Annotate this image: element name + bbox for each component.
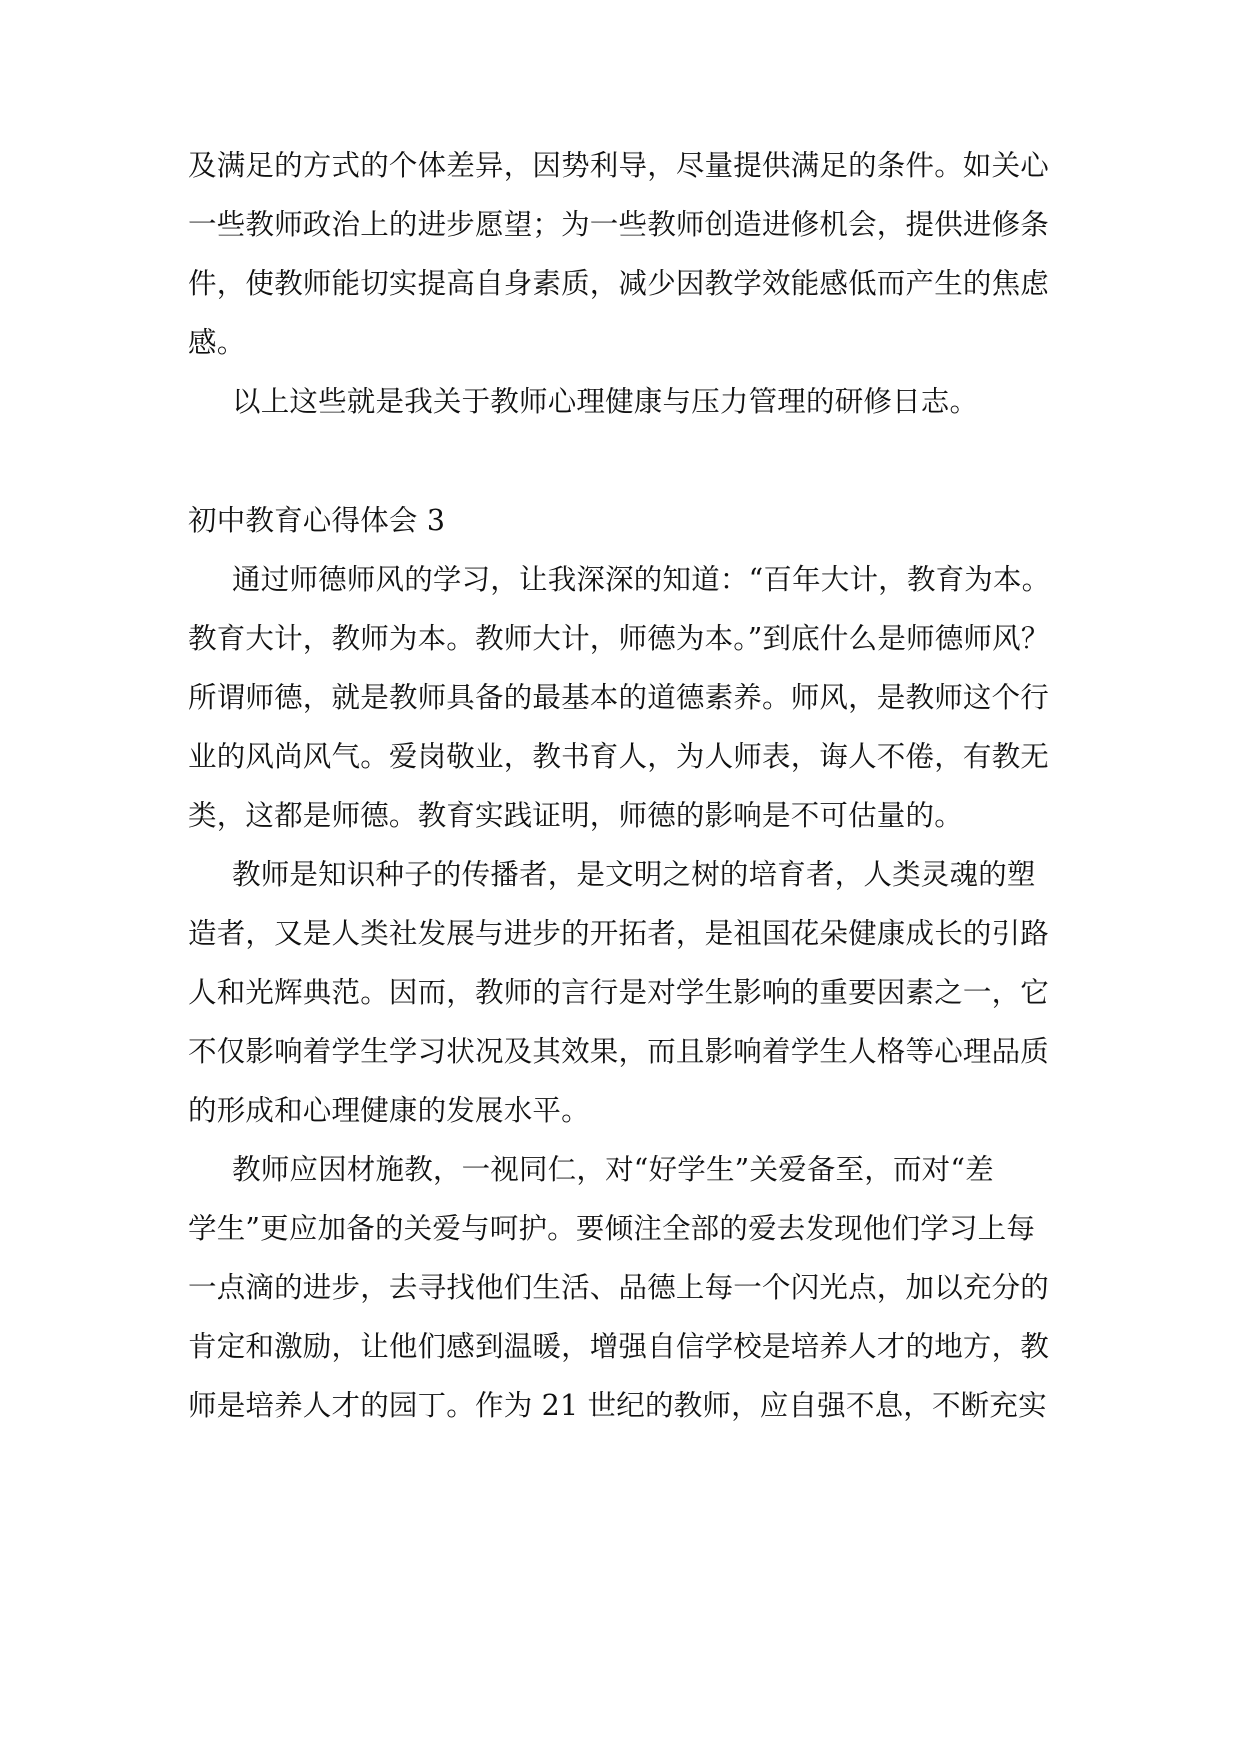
text-line: 人和光辉典范。因而，教师的言行是对学生影响的重要因素之一，它 [188,976,1050,1009]
section-heading: 初中教育心得体会 3 [188,504,446,537]
text-line: 肯定和激励，让他们感到温暖，增强自信学校是培养人才的地方，教 [188,1330,1050,1363]
text-line: 所谓师德，就是教师具备的最基本的道德素养。师风，是教师这个行 [188,681,1050,714]
text-line: 造者，又是人类社发展与进步的开拓者，是祖国花朵健康成长的引路 [188,917,1050,950]
text-line: 学生”更应加备的关爱与呵护。要倾注全部的爱去发现他们学习上每 [188,1212,1036,1245]
text-line: 教育大计，教师为本。教师大计，师德为本。”到底什么是师德师风？ [188,622,1050,655]
text-line: 及满足的方式的个体差异，因势利导，尽量提供满足的条件。如关心 [188,149,1050,182]
text-line: 一些教师政治上的进步愿望；为一些教师创造进修机会，提供进修条 [188,208,1050,241]
text-line: 一点滴的进步，去寻找他们生活、品德上每一个闪光点，加以充分的 [188,1271,1050,1304]
text-line: 业的风尚风气。爱岗敬业，教书育人，为人师表，诲人不倦，有教无 [188,740,1050,773]
paragraph-line: 教师是知识种子的传播者，是文明之树的培育者，人类灵魂的塑 [232,858,1036,891]
paragraph-line: 教师应因材施教，一视同仁，对“好学生”关爱备至，而对“差 [232,1153,994,1186]
paragraph-line: 以上这些就是我关于教师心理健康与压力管理的研修日志。 [232,385,979,418]
text-line: 件，使教师能切实提高自身素质，减少因教学效能感低而产生的焦虑 [188,267,1050,300]
text-line: 感。 [188,326,246,359]
text-line: 的形成和心理健康的发展水平。 [188,1094,590,1127]
text-line: 不仅影响着学生学习状况及其效果，而且影响着学生人格等心理品质 [188,1035,1050,1068]
text-line: 师是培养人才的园丁。作为 21 世纪的教师，应自强不息，不断充实 [188,1389,1047,1422]
text-line: 类，这都是师德。教育实践证明，师德的影响是不可估量的。 [188,799,963,832]
paragraph-line: 通过师德师风的学习，让我深深的知道：“百年大计，教育为本。 [232,563,1051,596]
